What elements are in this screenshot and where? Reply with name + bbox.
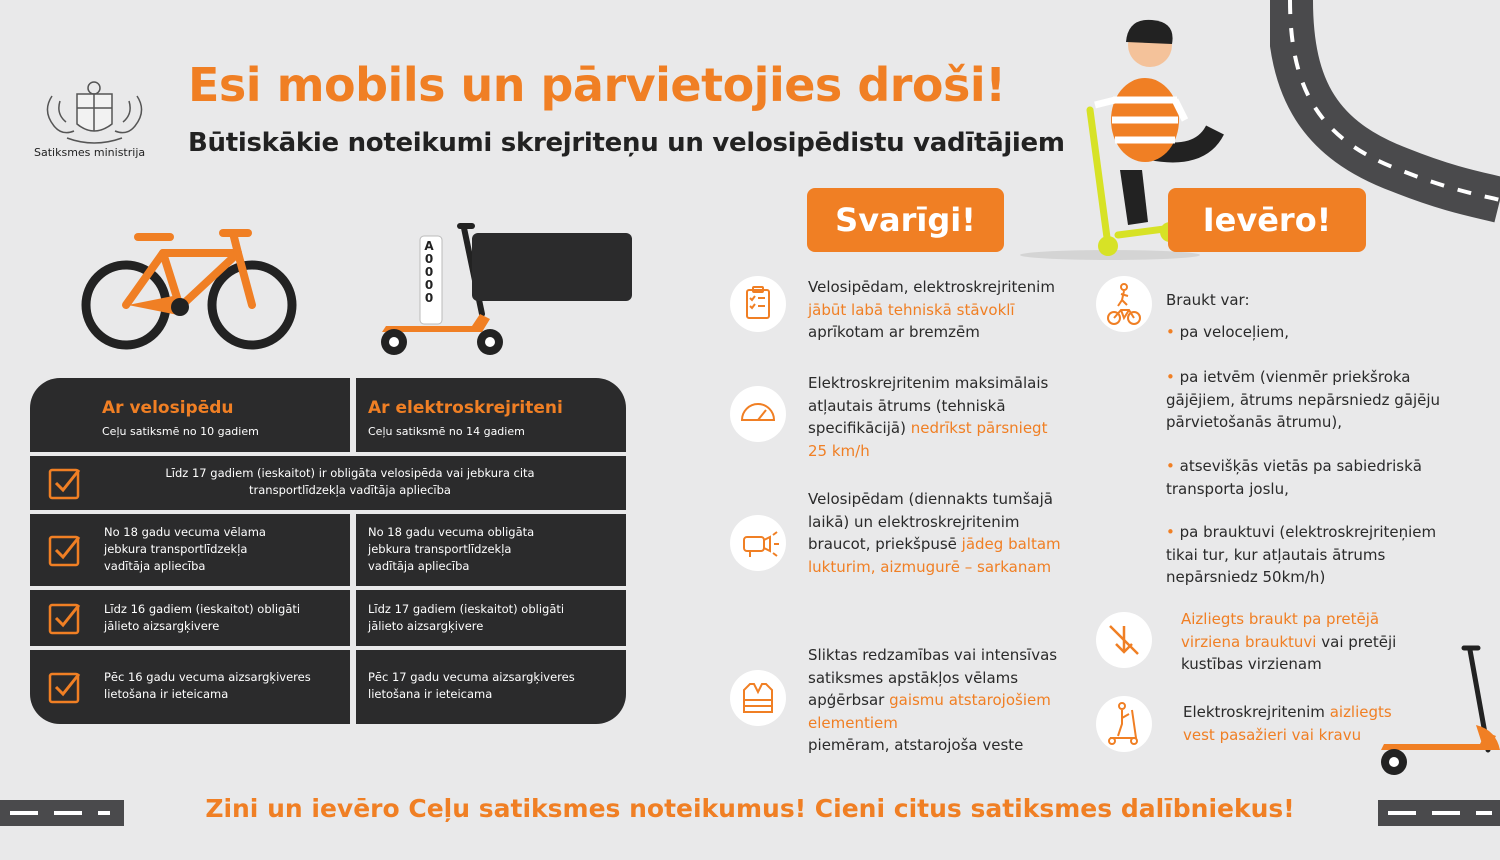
table-row [30,650,350,724]
observe-list-item: • atsevišķās vietās pa sabiedriskā transporta joslu, [1166,457,1422,498]
checkbox-icon [48,533,82,567]
page-subtitle: Būtiskākie noteikumi skrejriteņu un velosipēdistu vadītājiem [188,128,1065,158]
table-header-bicycle [30,378,350,452]
observe-list-item: • pa veloceļiem, [1166,323,1289,341]
observe-badge: Ievēro! [1168,188,1366,252]
table-cell: No 18 gadu vecuma obligāta jebkura transportlīdzekļa vadītāja apliecība [368,525,535,573]
ministry-name: Satiksmes ministrija [34,146,146,159]
bike-light-icon [730,515,786,571]
page-title: Esi mobils un pārvietojies droši! [188,58,1006,112]
pedestrian-bicycle-icon [1096,276,1152,332]
observe-prohibition-1: Aizliegts braukt pa pretējā virziena brauktuvi vai pretēji kustības virzienam [1181,610,1397,673]
important-badge: Svarīgi! [807,188,1004,252]
scooter-plate-number: A0000 [424,239,434,305]
important-item-1: Velosipēdam, elektroskrejritenim jābūt labā tehniskā stāvoklī aprīkotam ar bremzēm [808,278,1055,341]
table-header-scooter [356,378,626,452]
table-cell: Pēc 16 gadu vecuma aizsargķiveres lietošana ir ieteicama [104,670,311,701]
checkbox-icon [48,601,82,635]
table-cell: Līdz 17 gadiem (ieskaitot) ir obligāta velosipēda vai jebkura cita transportlīdzekļa vadītāja apliecība [165,466,535,497]
table-header-scooter-subtitle: Ceļu satiksmē no 14 gadiem [368,425,525,438]
important-item-4: Sliktas redzamības vai intensīvas satiksmes apstākļos vēlams apģērbsar gaismu atstarojošiem elementiem piemēram, atstarojoša veste [808,646,1058,754]
table-cell: Pēc 17 gadu vecuma aizsargķiveres lietošana ir ieteicama [368,670,575,701]
speedometer-icon [730,386,786,442]
observe-intro: Braukt var: [1166,291,1250,309]
table-header-scooter-title: Ar elektroskrejriteni [368,398,563,418]
table-cell: Līdz 16 gadiem (ieskaitot) obligāti jālieto aizsargķivere [104,602,301,633]
table-row [30,456,626,510]
table-row [356,590,626,646]
important-item-2: Elektroskrejritenim maksimālais atļautais ātrums (tehniskā specifikācijā) nedrīkst pārsniegt 25 km/h [808,374,1049,460]
observe-list-item: • pa brauktuvi (elektroskrejriteņiem tikai tur, kur atļautais ātrums nepārsniedz 50km/h) [1166,523,1437,586]
important-item-3: Velosipēdam (diennakts tumšajā laikā) un elektroskrejritenim braucot, priekšpusē jādeg baltam lukturim, aizmugurē – sarkanam [808,490,1061,576]
bicycle-illustration [78,225,300,353]
table-cell: No 18 gadu vecuma vēlama jebkura transportlīdzekļa vadītāja apliecība [104,525,266,573]
reflective-vest-icon [730,670,786,726]
observe-list-item: • pa ietvēm (vienmēr priekšroka gājējiem, ātrums nepārsniedz gājēju pārvietošanās ātrumu), [1166,368,1441,431]
checklist-icon [730,276,786,332]
table-row [356,650,626,724]
footer-slogan: Zini un ievēro Ceļu satiksmes noteikumus! Cieni citus satiksmes dalībniekus! [205,794,1295,823]
table-cell: Līdz 17 gadiem (ieskaitot) obligāti jālieto aizsargķivere [368,602,565,633]
scooter-corner-illustration [1376,640,1500,780]
table-row [356,514,626,586]
no-wrong-way-icon [1096,612,1152,668]
observe-prohibition-2: Elektroskrejritenim aizliegts vest pasažieri vai kravu [1183,703,1392,744]
table-row [30,514,350,586]
scooter-display-screen [472,233,632,301]
table-row [30,590,350,646]
checkbox-icon [48,670,82,704]
table-header-bicycle-subtitle: Ceļu satiksmē no 10 gadiem [102,425,259,438]
no-passenger-icon [1096,696,1152,752]
checkbox-icon [48,466,82,500]
table-header-bicycle-title: Ar velosipēdu [102,398,234,418]
